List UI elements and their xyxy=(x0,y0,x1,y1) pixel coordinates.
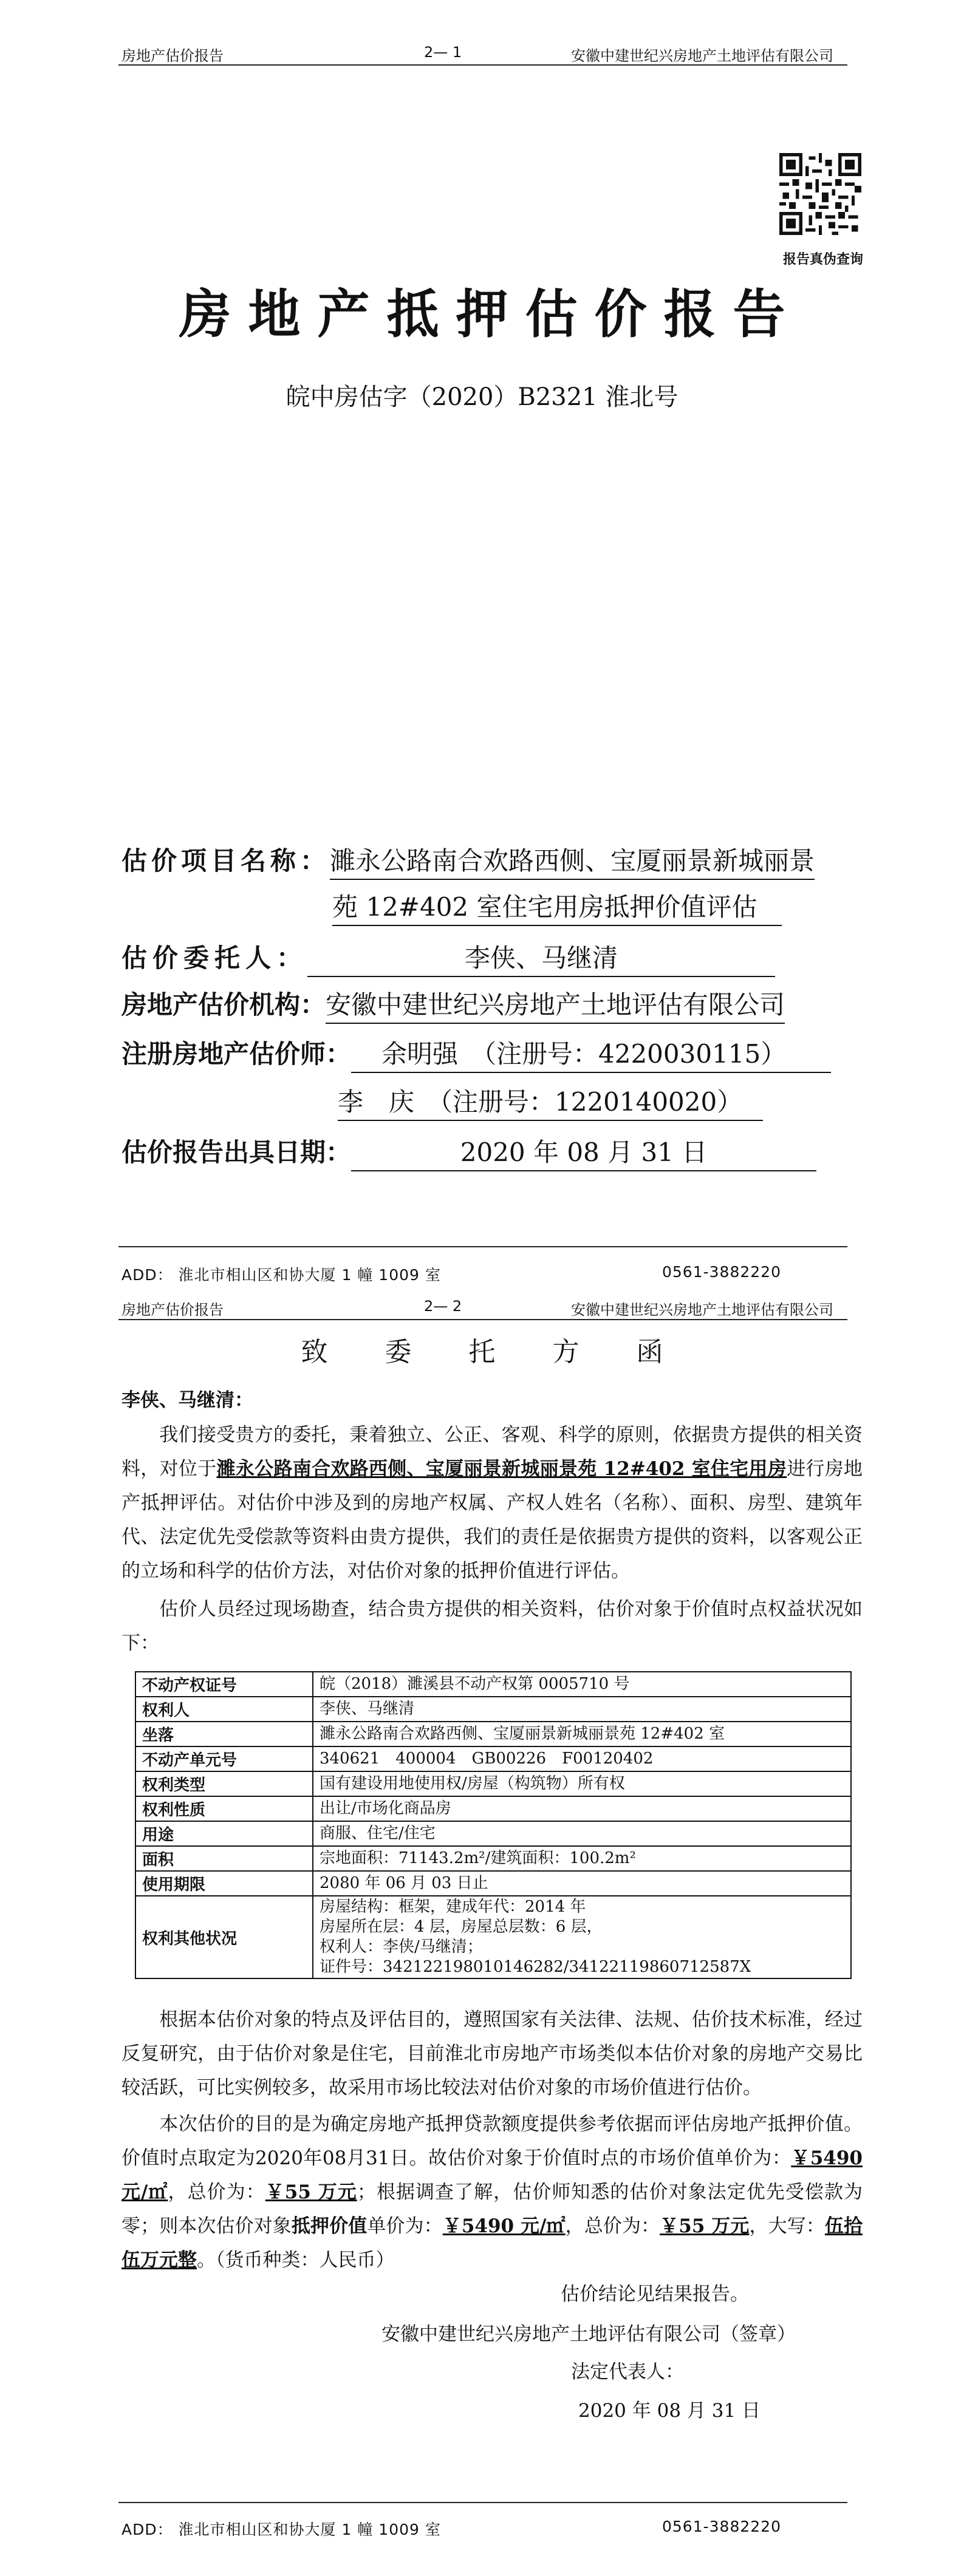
header-left: 房地产估价报告 xyxy=(121,1301,224,1318)
project-value-line1: 濉永公路南合欢路西侧、宝厦丽景新城丽景 xyxy=(330,841,815,880)
date-row xyxy=(121,1133,816,1171)
table-value-line: 证件号：342122198010146282/34122119860712587X xyxy=(320,1958,751,1976)
valuer-1: 余明强 （注册号：4220030115） xyxy=(351,1034,831,1073)
property-rights-table xyxy=(135,1671,852,1979)
header-divider xyxy=(118,1319,847,1320)
table-value xyxy=(313,1746,851,1771)
date-value: 2020 年 08 月 31 日 xyxy=(351,1133,816,1171)
table-value-line: 340621 400004 GB00226 F00120402 xyxy=(320,1750,654,1768)
header-page-number: 2— 2 xyxy=(424,1298,462,1315)
market-unit-price: ￥5490 元/㎡ xyxy=(121,2147,863,2203)
valuer-2: 李 庆 （注册号：1220140020） xyxy=(338,1082,763,1121)
salutation: 李侠、马继清： xyxy=(121,1389,253,1411)
footer-phone: 0561-3882220 xyxy=(662,1263,781,1281)
table-row xyxy=(135,1821,851,1846)
header-company: 安徽中建世纪兴房地产土地评估有限公司 xyxy=(571,1301,833,1318)
table-key: 不动产权证号 xyxy=(135,1672,313,1697)
table-value xyxy=(313,1796,851,1821)
table-key: 面积 xyxy=(135,1846,313,1871)
client-label: 估价委托人： xyxy=(121,943,308,973)
property-location: 濉永公路南合欢路西侧、宝厦丽景新城丽景苑 12#402 室住宅用房 xyxy=(216,1458,787,1480)
table-row xyxy=(135,1896,851,1978)
table-value-line: 商服、住宅/住宅 xyxy=(320,1824,436,1842)
table-value xyxy=(313,1821,851,1846)
table-value-line: 宗地面积：71143.2m²/建筑面积：100.2m² xyxy=(320,1849,636,1867)
table-row xyxy=(135,1796,851,1821)
legal-representative: 法定代表人： xyxy=(571,2361,684,2383)
document-number: 皖中房估字（2020）B2321 淮北号 xyxy=(285,383,679,411)
table-row xyxy=(135,1771,851,1796)
paragraph-4: 本次估价的目的是为确定房地产抵押贷款额度提供参考依据而评估房地产抵押价值。价值时点取定为2020年08月31日。故估价对象于价值时点的市场价值单价为：￥5490 元/㎡，总价为：￥55 万元；根据调查了解，估价师知悉的估价对象法定优先受偿款为零；则本次估价对象抵押价值单价为：￥5490 元/㎡，总价为：￥55 万元，大写：伍拾伍万元整。（货币种类：人民币） xyxy=(121,2113,863,2271)
header-left: 房地产估价报告 xyxy=(121,47,224,64)
table-key: 权利其他状况 xyxy=(135,1896,313,1978)
table-row xyxy=(135,1846,851,1871)
agency-value: 安徽中建世纪兴房地产土地评估有限公司 xyxy=(326,985,785,1024)
table-row xyxy=(135,1722,851,1746)
table-value xyxy=(313,1672,851,1697)
project-name-row-2 xyxy=(332,887,782,926)
table-value-line: 房屋结构：框架，建成年代：2014 年 xyxy=(320,1898,586,1916)
table-value xyxy=(313,1846,851,1871)
project-name-row xyxy=(121,841,815,880)
footer-address: ADD： 淮北市相山区和协大厦 1 幢 1009 室 xyxy=(121,1266,441,1284)
table-value xyxy=(313,1697,851,1722)
table-value xyxy=(313,1722,851,1746)
letter-date: 2020 年 08 月 31 日 xyxy=(578,2400,761,2422)
header-page-number: 2— 1 xyxy=(424,44,462,61)
mortgage-total-words: 伍拾伍万元整 xyxy=(121,2215,863,2271)
table-key: 权利性质 xyxy=(135,1796,313,1821)
table-key: 权利人 xyxy=(135,1697,313,1722)
valuer-row-2 xyxy=(338,1082,763,1121)
table-row xyxy=(135,1871,851,1896)
footer-address: ADD： 淮北市相山区和协大厦 1 幢 1009 室 xyxy=(121,2521,441,2538)
table-key: 不动产单元号 xyxy=(135,1746,313,1771)
qr-code-icon xyxy=(779,153,861,235)
agency-label: 房地产估价机构： xyxy=(121,990,326,1020)
qr-caption: 报告真伪查询 xyxy=(782,251,863,267)
table-key: 坐落 xyxy=(135,1722,313,1746)
table-value-line: 2080 年 06 月 03 日止 xyxy=(320,1874,488,1892)
project-label: 估价项目名称： xyxy=(121,846,330,876)
paragraph-2: 估价人员经过现场勘查，结合贵方提供的相关资料，估价对象于价值时点权益状况如下： xyxy=(121,1598,863,1654)
table-key: 使用期限 xyxy=(135,1871,313,1896)
table-value xyxy=(313,1871,851,1896)
footer-phone: 0561-3882220 xyxy=(662,2518,781,2535)
table-row xyxy=(135,1746,851,1771)
project-value-line2: 苑 12#402 室住宅用房抵押价值评估 xyxy=(332,887,782,926)
company-signature: 安徽中建世纪兴房地产土地评估有限公司（签章） xyxy=(381,2323,796,2345)
report-title: 房地产抵押估价报告 xyxy=(179,284,802,345)
client-row xyxy=(121,938,775,977)
closing-note: 估价结论见结果报告。 xyxy=(561,2283,749,2305)
table-value-line: 濉永公路南合欢路西侧、宝厦丽景新城丽景苑 12#402 室 xyxy=(320,1725,725,1743)
footer-divider xyxy=(118,1246,847,1247)
client-value: 李侠、马继清 xyxy=(307,938,775,977)
agency-row xyxy=(121,985,785,1024)
table-value-line: 权利人：李侠/马继清； xyxy=(320,1938,483,1956)
valuer-label: 注册房地产估价师： xyxy=(121,1039,352,1069)
table-value-line: 国有建设用地使用权/房屋（构筑物）所有权 xyxy=(320,1774,625,1793)
page-header xyxy=(0,0,964,67)
table-value xyxy=(313,1771,851,1796)
table-key: 权利类型 xyxy=(135,1771,313,1796)
paragraph-1: 我们接受贵方的委托，秉着独立、公正、客观、科学的原则，依据贵方提供的相关资料，对位于濉永公路南合欢路西侧、宝厦丽景新城丽景苑 12#402 室住宅用房进行房地产抵押评估。对估价中涉及到的房地产权属、产权人姓名（名称）、面积、房型、建筑年代、法定优先受偿款等资料由贵方提供，我们的责任是依据贵方提供的资料，以客观公正的立场和科学的估价方法，对估价对象的抵押价值进行评估。 xyxy=(121,1424,863,1582)
table-key: 用途 xyxy=(135,1821,313,1846)
table-row xyxy=(135,1672,851,1697)
paragraph-3: 根据本估价对象的特点及评估目的，遵照国家有关法律、法规、估价技术标准，经过反复研究，由于估价对象是住宅，目前淮北市房地产市场类似本估价对象的房地产交易比较活跃，可比实例较多，故采用市场比较法对估价对象的市场价值进行估价。 xyxy=(121,2009,863,2099)
table-value xyxy=(313,1896,851,1978)
market-total-price: ￥55 万元 xyxy=(265,2181,357,2203)
header-divider xyxy=(118,64,847,66)
letter-title: 致 委 托 方 函 xyxy=(301,1337,688,1368)
page2-header xyxy=(0,1254,964,1321)
valuer-row xyxy=(121,1034,831,1073)
table-row xyxy=(135,1697,851,1722)
header-company: 安徽中建世纪兴房地产土地评估有限公司 xyxy=(571,47,833,64)
table-value-line: 皖（2018）濉溪县不动产权第 0005710 号 xyxy=(320,1675,630,1693)
mortgage-unit-price: ￥5490 元/㎡ xyxy=(442,2215,566,2237)
table-value-line: 房屋所在层：4 层，房屋总层数：6 层， xyxy=(320,1918,603,1936)
mortgage-total-price: ￥55 万元 xyxy=(660,2215,750,2237)
footer-divider xyxy=(118,2502,847,2503)
table-value-line: 李侠、马继清 xyxy=(320,1700,415,1718)
date-label: 估价报告出具日期： xyxy=(121,1137,352,1167)
table-value-line: 出让/市场化商品房 xyxy=(320,1799,451,1818)
